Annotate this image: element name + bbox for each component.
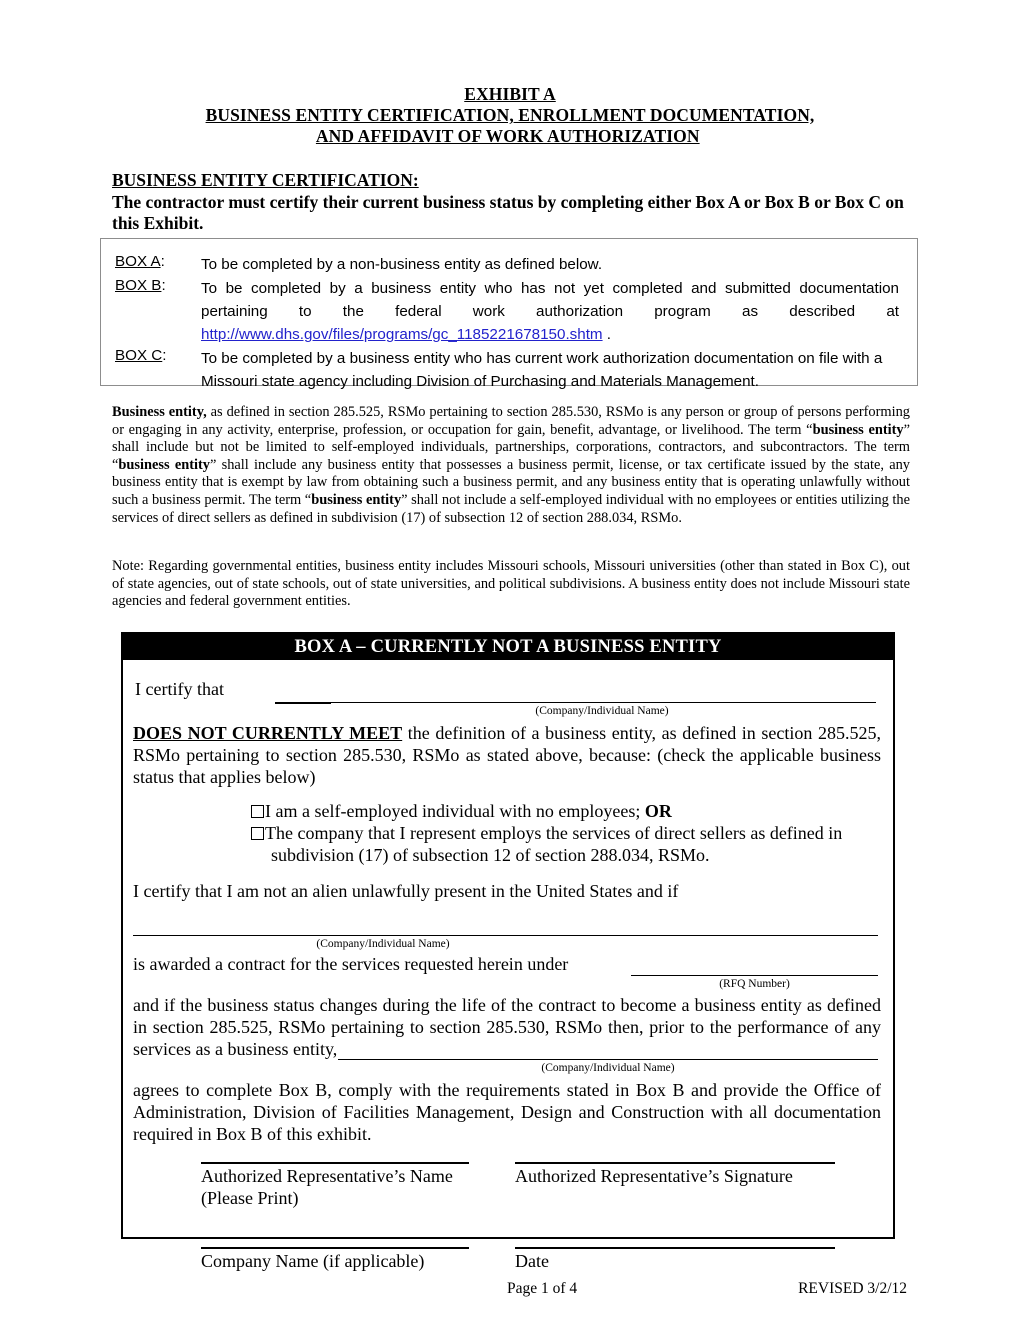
checkbox-1-or: OR <box>644 801 672 821</box>
awarded-contract-text: is awarded a contract for the services requested herein under <box>133 954 569 974</box>
title-line-2-text: BUSINESS ENTITY CERTIFICATION, ENROLLMENT DOCUMENTATION, <box>205 105 815 125</box>
rep-name-label-line2: (Please Print) <box>201 1188 299 1208</box>
governmental-entities-note-paragraph: Note: Regarding governmental entities, business entity includes Missouri schools, Missouri universities (other than stated in Box C), out of state agencies, out of state schools, out of state universities, and political subdivisions. A business entity does not include Missouri state agencies and federal government entities. <box>112 558 910 610</box>
box-option-b-colon: : <box>161 277 166 294</box>
does-not-meet-emphasis: DOES NOT CURRENTLY MEET <box>133 723 403 743</box>
box-a-body <box>123 660 893 1271</box>
definition-body-2: ” shall include but not be limited to self-employed individuals, partnerships, corporations, contractors, and subcontractors. The term “ <box>112 421 910 473</box>
alien-company-rule[interactable] <box>133 935 878 936</box>
rfq-number-rule[interactable] <box>631 975 878 976</box>
box-option-a-text: To be completed by a non-business entity as defined below. <box>201 256 603 273</box>
title-line-2 <box>112 105 908 126</box>
rep-signature-rule[interactable] <box>515 1162 835 1164</box>
date-rule[interactable] <box>515 1247 835 1249</box>
box-option-a-label: BOX A <box>115 253 161 270</box>
status-change-company-rule[interactable] <box>338 1059 878 1060</box>
box-options-panel <box>100 238 918 390</box>
checkbox-1-label: I am a self-employed individual with no employees; <box>265 801 645 821</box>
definition-term-1: business entity <box>812 421 904 438</box>
dhs-work-authorization-link[interactable]: http://www.dhs.gov/files/programs/gc_1185221678150.shtm <box>201 326 603 343</box>
certification-heading-block <box>112 170 912 235</box>
revision-date: REVISED 3/2/12 <box>798 1280 907 1297</box>
certify-company-rule-thick[interactable] <box>275 702 331 704</box>
box-option-b-label: BOX B <box>115 277 162 294</box>
box-option-a <box>115 253 899 276</box>
box-option-c-tag <box>115 347 201 364</box>
box-option-b-tag <box>115 277 201 294</box>
title-line-3-text: AND AFFIDAVIT OF WORK AUTHORIZATION <box>315 126 700 146</box>
title-line-1-text: EXHIBIT A <box>464 84 556 104</box>
definition-term-3: business entity <box>311 491 402 508</box>
definition-body-1: as defined in section 285.525, RSMo pertaining to section 285.530, RSMo is any person or group of persons performing or engaging in any activity, enterprise, profession, or occupation for gain, benefit, advantage, or livelihood. The term “ <box>112 404 910 438</box>
self-employed-checkbox[interactable] <box>251 805 264 818</box>
box-a-header: BOX A – CURRENTLY NOT A BUSINESS ENTITY <box>123 634 893 660</box>
rep-name-label-line1: Authorized Representative’s Name <box>201 1166 453 1186</box>
certification-instruction: The contractor must certify their current business status by completing either Box A or Box B or Box C on this Exhibit. <box>112 191 904 233</box>
certify-company-caption: (Company/Individual Name) <box>535 705 669 717</box>
status-change-company-caption: (Company/Individual Name) <box>541 1062 675 1074</box>
box-option-c-label: BOX C <box>115 347 163 364</box>
box-option-b <box>115 277 899 346</box>
agrees-to-complete-paragraph: agrees to complete Box B, comply with the requirements stated in Box B and provide the Office of Administration, Division of Facilities Management, Design and Construction with all documentation required in Box B of this exhibit. <box>133 1080 881 1144</box>
box-option-a-colon: : <box>160 253 165 270</box>
does-not-meet-paragraph <box>133 722 881 788</box>
definition-body-4: ” shall not include a self-employed individual with no employees or entities utilizing the services of direct sellers as defined in subdivision (17) of subsection 12 of section 288.034, RSMo. <box>112 491 910 526</box>
checkbox-2-label-line2: subdivision (17) of subsection 12 of section 288.034, RSMo. <box>271 845 710 865</box>
checkbox-row-2 <box>251 822 871 844</box>
rep-signature-label: Authorized Representative’s Signature <box>515 1166 793 1186</box>
box-option-c-text: To be completed by a business entity who has current work authorization documentation on file with a Missouri state agency including Division of Purchasing and Materials Management. <box>201 350 883 390</box>
company-name-rule[interactable] <box>201 1247 469 1249</box>
document-title-block <box>112 84 908 147</box>
box-option-c-colon: : <box>162 347 167 364</box>
business-status-change-paragraph: and if the business status changes during the life of the contract to become a business entity as defined in section 285.525, RSMo pertaining to section 285.530, RSMo then, prior to the performance of any services as a business entity, <box>133 995 881 1059</box>
title-line-3 <box>112 126 908 147</box>
definition-term-2: business entity <box>118 456 210 473</box>
rfq-number-caption: (RFQ Number) <box>719 978 790 990</box>
certify-company-rule[interactable] <box>328 702 876 703</box>
definition-lead-bold: Business entity, <box>112 404 207 420</box>
box-a-container <box>121 632 895 1271</box>
certify-lead-text: I certify that <box>135 679 224 699</box>
box-option-b-text-before: To be completed by a business entity who has not yet completed and submitted documentation pertaining to the federal work authorization program as described at <box>201 280 899 320</box>
checkbox-row-1 <box>251 800 871 822</box>
box-option-a-tag <box>115 253 201 270</box>
certification-heading <box>112 170 912 192</box>
business-entity-definition-paragraph <box>112 404 910 527</box>
certification-heading-text: BUSINESS ENTITY CERTIFICATION: <box>112 170 419 190</box>
company-name-label: Company Name (if applicable) <box>201 1251 425 1271</box>
title-line-1 <box>112 84 908 105</box>
checkbox-2-label-line1: The company that I represent employs the services of direct sellers as defined in <box>265 823 843 843</box>
does-not-meet-rest: the definition of a business entity, as defined in section 285.525, RSMo pertaining to section 285.530, RSMo as stated above, because: (check the applicable business status that applies below) <box>133 723 881 787</box>
alien-certification-text: I certify that I am not an alien unlawfully present in the United States and if <box>133 881 679 901</box>
box-option-c <box>115 347 899 393</box>
definition-body-3: ” shall include any business entity that possesses a business permit, license, or tax certificate issued by the state, any business entity that is exempt by law from obtaining such a business permit, and any business entity that is operating unlawfully without such a business permit. The term “ <box>112 456 911 508</box>
box-option-b-text-after: . <box>602 326 612 343</box>
direct-sellers-checkbox[interactable] <box>251 827 264 840</box>
date-label: Date <box>515 1251 549 1271</box>
rep-name-rule[interactable] <box>201 1162 469 1164</box>
page-number: Page 1 of 4 <box>507 1280 578 1297</box>
box-option-b-text <box>201 277 899 346</box>
alien-company-caption: (Company/Individual Name) <box>316 938 450 950</box>
